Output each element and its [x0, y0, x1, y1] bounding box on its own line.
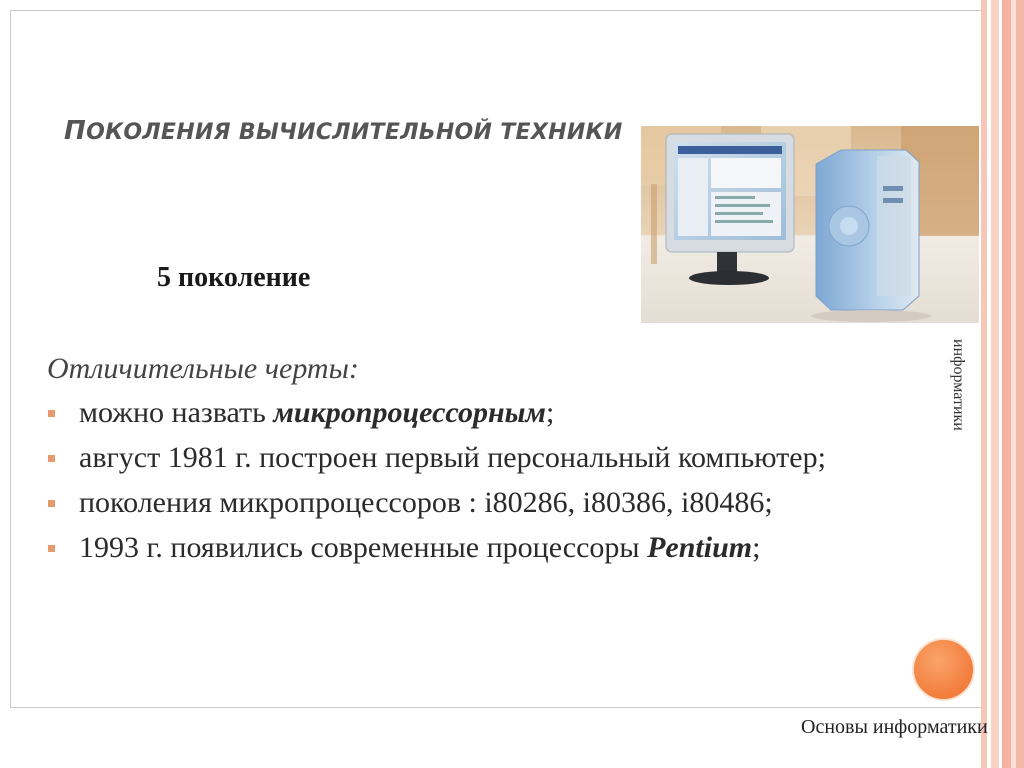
list-item-text: август 1981 г. построен первый персональный компьютер; — [79, 441, 826, 474]
features-heading: Отличительные черты: — [47, 352, 359, 385]
list-item-tail: ; — [545, 396, 555, 429]
list-item — [47, 441, 887, 474]
slide-title — [64, 116, 623, 146]
list-item-text: поколения микропроцессоров : i80286, i80386, i80486; — [79, 486, 773, 519]
bullet-icon — [48, 455, 55, 462]
bullet-icon — [48, 545, 55, 552]
footer-text: Основы информатики — [801, 716, 988, 738]
orange-circle-icon — [912, 638, 975, 701]
slide-subtitle: 5 поколение — [157, 262, 311, 293]
decorative-stripes — [981, 0, 1024, 768]
list-item-emphasis: микропроцессорным — [273, 396, 546, 429]
side-label-text: информатики — [950, 339, 967, 431]
list-item — [47, 396, 887, 429]
slide-title-initial: П — [64, 116, 87, 146]
bullet-icon — [48, 500, 55, 507]
list-item-emphasis: Pentium — [647, 531, 753, 564]
list-item — [47, 531, 887, 564]
feature-list — [47, 396, 887, 576]
list-item-text: 1993 г. появились современные процессоры — [79, 531, 648, 564]
list-item-tail: ; — [752, 531, 761, 564]
computer-photo-icon — [641, 126, 979, 323]
slide-title-rest: ОКОЛЕНИЯ ВЫЧИСЛИТЕЛЬНОЙ ТЕХНИКИ — [86, 120, 623, 145]
list-item — [47, 486, 887, 519]
computer-photo — [641, 126, 979, 323]
bullet-icon — [48, 410, 55, 417]
list-item-text: можно назвать — [79, 396, 274, 429]
side-label — [944, 335, 972, 435]
